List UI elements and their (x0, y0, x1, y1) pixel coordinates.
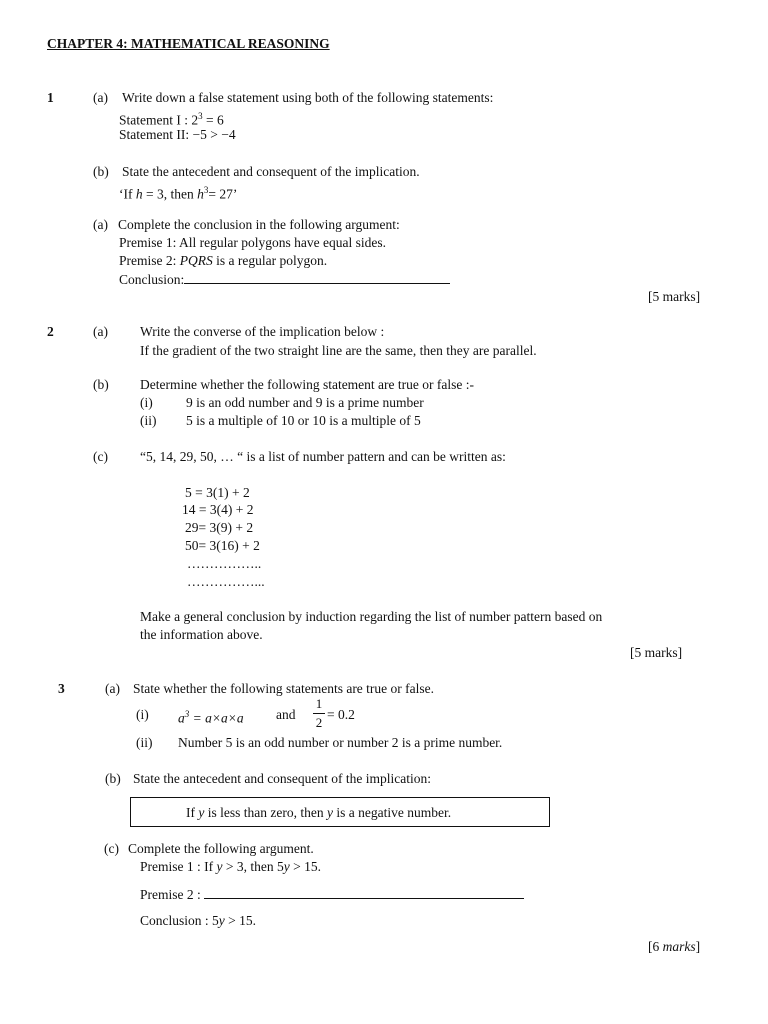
q1-c-text: Complete the conclusion in the following argument: (118, 217, 400, 232)
q3-box-text: If y is less than zero, then y is a negative number. (186, 805, 452, 820)
q2-bi-text: 9 is an odd number and 9 is a prime number (186, 395, 424, 410)
q2-pattern-dots: …………….. (187, 556, 262, 571)
q3-b-text: State the antecedent and consequent of the implication: (133, 771, 432, 786)
q3-conclusion: Conclusion : 5y > 15. (140, 913, 257, 928)
q3-marks: [6 marks] (648, 939, 701, 954)
q2-c-text: “5, 14, 29, 50, … “ is a list of number pattern and can be written as: (140, 449, 506, 464)
q3-ai-and: and (276, 707, 296, 722)
q3-premise-1: Premise 1 : If y > 3, then 5y > 15. (140, 859, 321, 874)
q2-conclusion-text-1: Make a general conclusion by induction regarding the list of number pattern based on (140, 609, 603, 624)
q1-a-label: (a) (93, 90, 108, 105)
q1-statement-2: Statement II: −5 > −4 (119, 127, 236, 142)
question-2-number: 2 (47, 324, 54, 339)
q2-pattern-line: 5 = 3(1) + 2 (185, 485, 250, 500)
q1-c-label: (a) (93, 217, 108, 232)
q2-a-implication: If the gradient of the two straight line are the same, then they are parallel. (140, 343, 537, 358)
page-title: CHAPTER 4: MATHEMATICAL REASONING (47, 36, 330, 51)
q3-a-text: State whether the following statements are true or false. (133, 681, 435, 696)
q1-premise-2: Premise 2: PQRS is a regular polygon. (119, 253, 328, 268)
q1-b-label: (b) (93, 164, 109, 179)
q1-a-text: Write down a false statement using both of the following statements: (122, 90, 494, 105)
q1-b-text: State the antecedent and consequent of the implication. (122, 164, 420, 179)
question-1-number: 1 (47, 90, 54, 105)
q2-pattern-dots: ……………... (187, 574, 265, 589)
q3-premise-2-blank[interactable] (204, 886, 524, 899)
question-3-number: 3 (58, 681, 65, 696)
q3-ai-equation: $a^3 = a\times a\times a$ (178, 709, 244, 726)
q2-bii-label: (ii) (140, 413, 157, 428)
q2-pattern-line: 14 = 3(4) + 2 (182, 502, 254, 517)
q3-b-label: (b) (105, 771, 121, 786)
q1-marks: [5 marks] (648, 289, 701, 304)
q1-premise-1: Premise 1: All regular polygons have equal sides. (119, 235, 386, 250)
fraction-numerator: 1 (315, 696, 323, 711)
fraction-bar (313, 713, 325, 714)
q1-statement-1: Statement I : $2^3 = 6$ (119, 111, 224, 128)
fraction-rhs: = 0.2 (327, 707, 355, 722)
q2-b-label: (b) (93, 377, 109, 392)
q2-conclusion-text-2: the information above. (140, 627, 263, 642)
q2-a-text: Write the converse of the implication below : (140, 324, 385, 339)
q2-bi-label: (i) (140, 395, 153, 410)
q2-c-label: (c) (93, 449, 108, 464)
q1-conclusion: Conclusion: (119, 271, 450, 288)
q3-c-text: Complete the following argument. (128, 841, 314, 856)
q2-a-label: (a) (93, 324, 108, 339)
q1-b-implication: ‘If h = 3, then $h^3= 27$’ (119, 185, 238, 202)
q2-pattern-line: 50= 3(16) + 2 (185, 538, 260, 553)
q3-c-label: (c) (104, 841, 119, 856)
q2-marks: [5 marks] (630, 645, 683, 660)
q3-aii-label: (ii) (136, 735, 153, 750)
q3-a-label: (a) (105, 681, 120, 696)
q3-premise-2: Premise 2 : (140, 886, 524, 903)
q3-ai-label: (i) (136, 707, 149, 722)
q2-b-text: Determine whether the following statement are true or false :- (140, 377, 474, 392)
q3-aii-text: Number 5 is an odd number or number 2 is a prime number. (178, 735, 503, 750)
q2-bii-text: 5 is a multiple of 10 or 10 is a multiple of 5 (186, 413, 421, 428)
q2-pattern-line: 29= 3(9) + 2 (185, 520, 254, 535)
fraction-denominator: 2 (315, 715, 323, 730)
q1-conclusion-blank[interactable] (184, 271, 450, 284)
